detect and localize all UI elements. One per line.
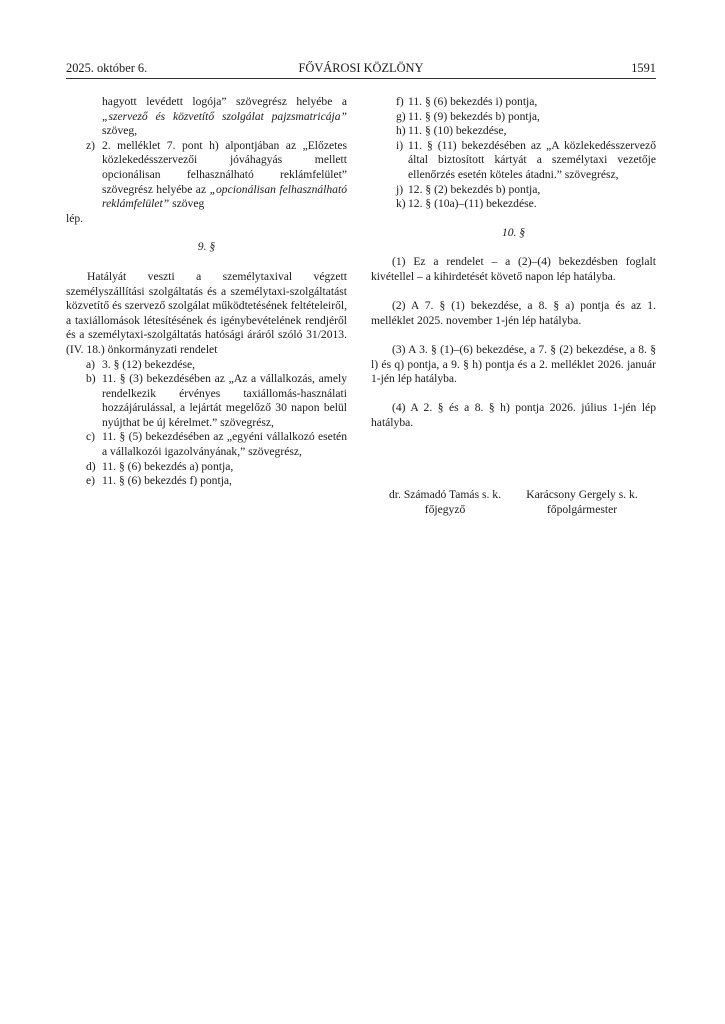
item-label: d) — [86, 459, 96, 473]
item-label: b) — [86, 372, 96, 386]
item-text: 11. § (9) bekezdés b) pontja, — [408, 109, 540, 123]
item-label: a) — [86, 357, 96, 371]
item-label: i) — [396, 138, 404, 152]
list-item — [66, 460, 347, 475]
item-label: z) — [86, 138, 96, 152]
header-date: 2025. október 6. — [66, 61, 148, 75]
item-text: 12. § (2) bekezdés b) pontja, — [408, 182, 541, 196]
signature-title: főpolgármester — [546, 502, 618, 516]
closing-word: lép. — [66, 211, 84, 225]
item-text: 12. § (10a)–(11) bekezdése. — [408, 197, 537, 211]
signature-block-mayor — [512, 488, 652, 517]
item-text: 11. § (6) bekezdés f) pontja, — [102, 474, 232, 488]
item-text: 3. § (12) bekezdése, — [102, 357, 196, 371]
list-item — [66, 372, 347, 430]
section-10-paragraph-3: (3) A 3. § (1)–(6) bekezdése, a 7. § (2) bekezdése, a 8. § l) és q) pontja, a 9. § h) pontja és a 2. melléklet 2026. január 1-jén lép hatályba. — [371, 342, 656, 386]
continuation-post: szöveg, — [102, 124, 138, 138]
item-text: 11. § (3) bekezdésében az „Az a vállalkozás, amely rendelkezik érvényes taxiállomás-használati hozzájárulással, a lejártát megelőző 30 napon belül nyújthat be új kérelmet.” szövegrész, — [102, 372, 347, 429]
list-item — [371, 95, 656, 110]
left-column — [66, 95, 347, 489]
item-label: f) — [396, 95, 404, 108]
item-z-post: szöveg — [169, 197, 205, 211]
item-label: h) — [396, 124, 406, 138]
paragraph-gap — [371, 387, 656, 402]
right-column — [371, 95, 656, 430]
list-item — [66, 474, 347, 489]
section-10-paragraph-1: (1) Ez a rendelet – a (2)–(4) bekezdésben foglalt kivétellel – a kihirdetését követő napon lép hatályba. — [371, 255, 656, 283]
signature-name: dr. Számadó Tamás s. k. — [389, 488, 501, 501]
item-text: 11. § (5) bekezdésében az „egyéni vállalkozó esetén a vállalkozói igazolványának,” szövegrész, — [102, 430, 347, 459]
page-number: 1591 — [631, 61, 656, 75]
item-text: 11. § (6) bekezdés a) pontja, — [102, 459, 234, 473]
item-label: k) — [396, 197, 406, 211]
item-label: e) — [86, 474, 96, 488]
continuation-italic: „szervező és közvetítő szolgálat pajzsmatricája” — [102, 109, 347, 123]
list-item-z — [66, 139, 347, 212]
item-label: g) — [396, 109, 406, 123]
section-10-heading: 10. § — [501, 225, 526, 239]
item-z-pre: 2. melléklet 7. pont h) alpontjában az „Előzetes közlekedésszervezői jóváhagyás mellett opcionálisan felhasználható reklámfelület” szövegrész helyébe az — [102, 138, 347, 196]
page-header — [66, 61, 656, 77]
list-item — [371, 183, 656, 198]
list-item — [66, 430, 347, 459]
signature-name: Karácsony Gergely s. k. — [526, 488, 638, 501]
item-text: 11. § (11) bekezdésében az „A közlekedésszervező által biztosított kártyát a személytaxi vezetője ellenőrzés esetén köteles átadni.” szövegrész, — [408, 138, 656, 181]
item-z-italic: „opcionálisan felhasználható reklámfelület” — [102, 182, 347, 211]
header-title: FŐVÁROSI KÖZLÖNY — [298, 61, 424, 75]
section-10-paragraph-2: (2) A 7. § (1) bekezdése, a 8. § a) pontja és az 1. melléklet 2025. november 1-jén lép hatályba. — [371, 299, 656, 327]
item-label: c) — [86, 430, 96, 444]
signature-block-notary — [375, 488, 515, 517]
header-rule — [66, 78, 656, 79]
section-10-paragraph-4: (4) A 2. § és a 8. § h) pontja 2026. július 1-jén lép hatályba. — [371, 401, 656, 429]
continuation-text — [66, 95, 347, 139]
item-text: 11. § (6) bekezdés i) pontja, — [408, 95, 538, 108]
list-item — [371, 110, 656, 125]
list-item — [66, 358, 347, 373]
signature-title: főjegyző — [424, 502, 466, 516]
paragraph-gap — [371, 285, 656, 300]
list-item — [371, 139, 656, 183]
item-text: 11. § (10) bekezdése, — [408, 124, 507, 138]
section-9-heading: 9. § — [197, 240, 216, 254]
list-item — [371, 197, 656, 212]
continuation-pre: hagyott levédett logója” szövegrész helyébe a — [102, 95, 347, 108]
list-item — [371, 124, 656, 139]
paragraph-gap — [371, 328, 656, 343]
section-9-intro: Hatályát veszti a személytaxival végzett személyszállítási szolgáltatás és a személytaxi-szolgáltatást közvetítő és szervező szolgálat működtetésének feltételeiről, a taxiállomások létesítésének és igénybevételének rendjéről és a személytaxi-szolgáltatás hatósági áráról szóló 31/2013. (IV. 18.) önkormányzati rendelet — [66, 269, 347, 356]
item-label: j) — [396, 182, 404, 196]
